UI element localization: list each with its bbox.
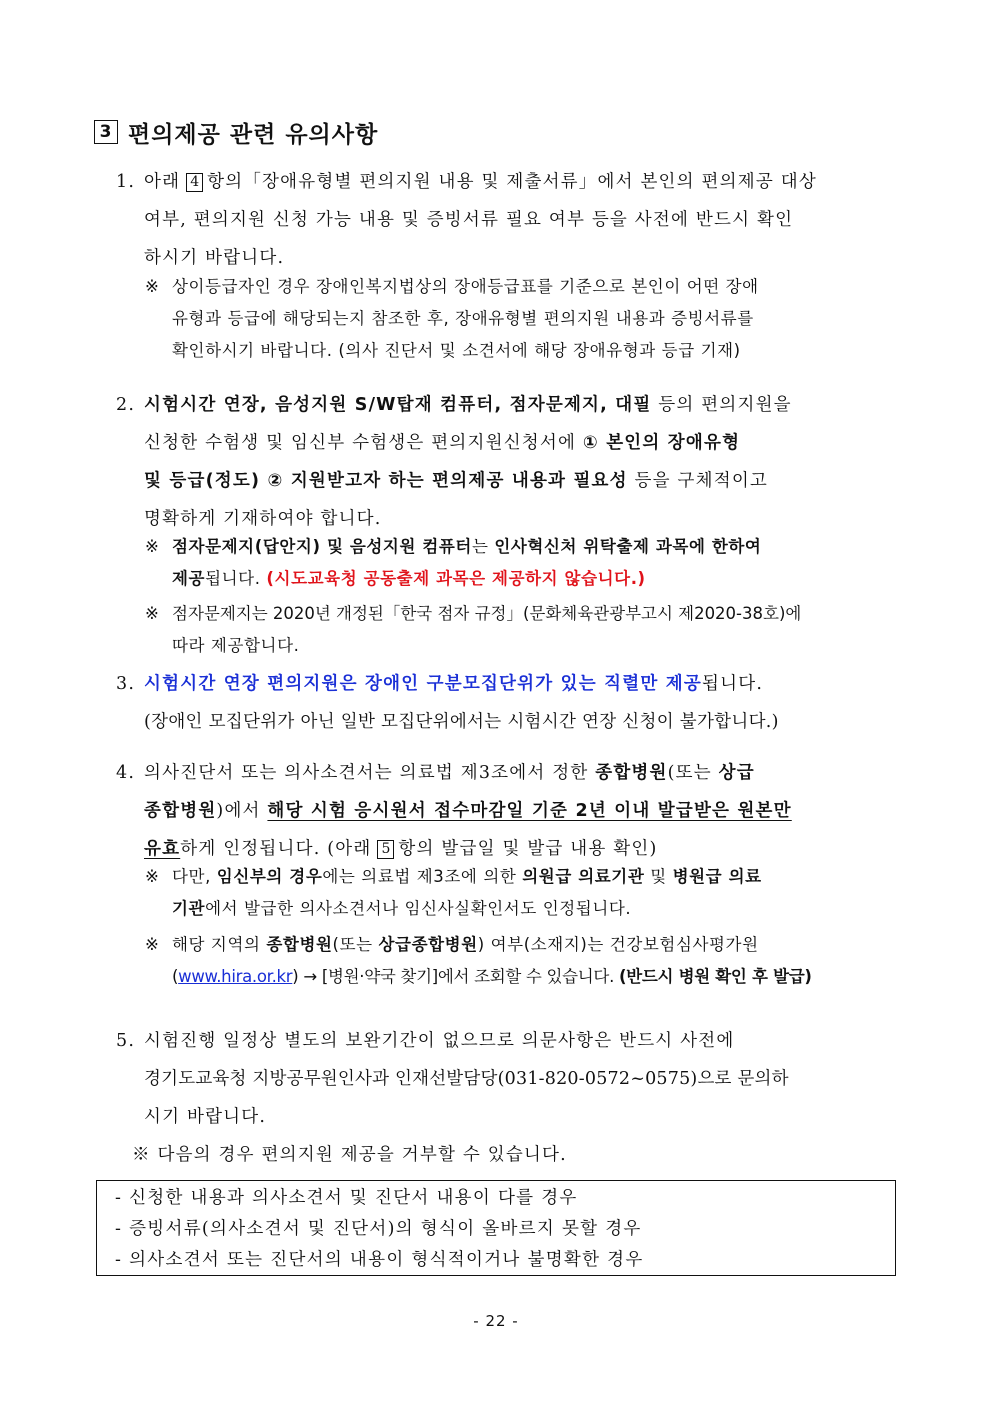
item-4-bold-b: 상급 [718, 763, 755, 783]
item-1-line-1 [144, 163, 906, 201]
item-4-note-1-line-1 [172, 861, 905, 893]
item-3 [116, 665, 906, 741]
note-text: 해당 지역의 [172, 935, 267, 954]
note-mark: ※ [145, 277, 160, 296]
item-2-note-2 [145, 598, 905, 662]
item-4-text-a: 의사진단서 또는 의사소견서는 의료법 제3조에서 정한 [144, 763, 596, 783]
item-2-note-1-line-2 [172, 563, 905, 595]
item-2-note-1 [145, 531, 905, 595]
note-mark: ※ [145, 604, 160, 623]
note-bold: (반드시 병원 확인 후 발급) [618, 967, 812, 986]
note-text: 에는 의료법 제3조에 의한 [322, 867, 523, 886]
item-4-text-b: (또는 [667, 763, 719, 783]
item-4-text-e: 항의 발급일 및 발급 내용 확인) [398, 839, 658, 859]
ref-box-5: 5 [377, 840, 394, 859]
note-mark: ※ [145, 537, 160, 556]
item-1-text-b: 항의「장애유형별 편의지원 내용 및 제출서류」에서 본인의 편의제공 대상 [207, 172, 817, 192]
note-text: 는 [471, 537, 495, 556]
item-1-note [145, 271, 905, 367]
note-text: 됩니다. [205, 569, 267, 588]
provide-bold: 제공 [172, 569, 206, 588]
mpm-bold: 인사혁신처 위탁출제 과목에 한하여 [494, 537, 762, 556]
note-bold: 기관 [172, 899, 206, 918]
item-4-line-1 [144, 754, 906, 792]
item-2-bold-c: 및 등급(정도) ② 지원받고자 하는 편의제공 내용과 필요성 [144, 471, 628, 491]
note-mark: ※ [145, 935, 160, 954]
braille-bold: 점자문제지(답안지) 및 음성지원 컴퓨터 [172, 537, 472, 556]
note-mark: ※ [145, 867, 160, 886]
item-4-note-1 [145, 861, 905, 925]
item-2-marker: 2. [116, 395, 136, 415]
item-1-line-2: 여부, 편의지원 신청 가능 내용 및 증빙서류 필요 여부 등을 사전에 반드시 확인 [144, 210, 794, 230]
red-warning: (시도교육청 공동출제 과목은 제공하지 않습니다.) [266, 569, 646, 588]
item-4-note-1-line-2 [172, 893, 905, 925]
note-bold: 의원급 의료기관 [522, 867, 645, 886]
item-2-bold-a: 시험시간 연장, 음성지원 S/W탑재 컴퓨터, 점자문제지, 대필 [144, 395, 652, 415]
item-1-text-a: 아래 [144, 172, 181, 192]
item-2-note-1-line-1 [172, 531, 905, 563]
note-bold: 종합병원 [266, 935, 333, 954]
item-4-bold-a: 종합병원 [595, 763, 668, 783]
note-text: 다만, [172, 867, 217, 886]
note-bold: 임신부의 경우 [216, 867, 323, 886]
note-text: ( [172, 967, 179, 986]
item-3-text: 됩니다. [702, 674, 764, 694]
item-4-note-2-line-2 [172, 961, 905, 993]
note-text: 및 [644, 867, 673, 886]
item-4-text-d: 하게 인정됩니다. (아래 [180, 839, 372, 859]
section-number-box: 3 [94, 120, 118, 144]
note-text: ) → [병원·약국 찾기]에서 조회할 수 있습니다. [292, 967, 619, 986]
item-1 [116, 163, 906, 277]
item-5-marker: 5. [116, 1031, 136, 1051]
item-4-text-c: )에서 [216, 801, 268, 821]
item-2-note-2-line-1: 점자문제지는 2020년 개정된「한국 점자 규정」(문화체육관광부고시 제2020-38호)에 [172, 604, 802, 623]
item-3-blue-text: 시험시간 연장 편의지원은 장애인 구분모집단위가 있는 직렬만 제공 [144, 674, 702, 694]
note-bold: 병원급 의료 [672, 867, 762, 886]
item-4-line-2 [144, 792, 906, 830]
item-2-line-3 [144, 462, 906, 500]
item-3-marker: 3. [116, 674, 136, 694]
item-5-line-1: 시험진행 일정상 별도의 보완기간이 없으므로 의문사항은 반드시 사전에 [144, 1031, 735, 1051]
item-4-note-2 [145, 929, 905, 993]
ref-box-4: 4 [186, 173, 203, 192]
note-bold: 상급종합병원 [378, 935, 478, 954]
item-2-line-2 [144, 424, 906, 462]
refusal-item: - 신청한 내용과 의사소견서 및 진단서 내용이 다를 경우 [115, 1188, 578, 1208]
refusal-box [96, 1180, 896, 1276]
item-4 [116, 754, 906, 868]
item-2-line-1 [144, 386, 906, 424]
hira-link[interactable]: www.hira.or.kr [178, 967, 293, 986]
item-4-bold-c: 종합병원 [144, 801, 217, 821]
item-4-underlined-b: 유효 [144, 839, 181, 859]
item-2-note-2-line-2: 따라 제공합니다. [172, 636, 300, 655]
item-2-text-a: 등의 편의지원을 [651, 395, 792, 415]
item-4-underlined-a: 해당 시험 응시원서 접수마감일 기준 2년 이내 발급받은 원본만 [267, 801, 792, 821]
item-2-bold-b: ① 본인의 장애유형 [582, 433, 741, 453]
item-2-text-c: 등을 구체적이고 [627, 471, 769, 491]
section-heading [94, 116, 378, 148]
refusal-note [132, 1136, 892, 1174]
item-2 [116, 386, 906, 538]
item-1-line-3: 하시기 바랍니다. [144, 248, 285, 268]
item-3-line-2: (장애인 모집단위가 아닌 일반 모집단위에서는 시험시간 연장 신청이 불가합니다.) [144, 712, 779, 732]
item-1-marker: 1. [116, 172, 136, 192]
note-text: (또는 [332, 935, 379, 954]
item-2-line-4: 명확하게 기재하여야 합니다. [144, 509, 382, 529]
note-text: 에서 발급한 의사소견서나 임신사실확인서도 인정됩니다. [205, 899, 632, 918]
item-1-note-line-1: 상이등급자인 경우 장애인복지법상의 장애등급표를 기준으로 본인이 어떤 장애 [172, 277, 759, 296]
item-2-text-b: 신청한 수험생 및 임신부 수험생은 편의지원신청서에 [144, 433, 583, 453]
item-1-note-line-2: 유형과 등급에 해당되는지 참조한 후, 장애유형별 편의지원 내용과 증빙서류를 [172, 309, 754, 328]
item-3-line-1 [144, 665, 906, 703]
item-5-line-2: 경기도교육청 지방공무원인사과 인재선발담당(031-820-0572~0575)으로 문의하 [144, 1069, 789, 1089]
note-text: ) 여부(소재지)는 건강보험심사평가원 [477, 935, 759, 954]
refusal-item: - 증빙서류(의사소견서 및 진단서)의 형식이 올바르지 못할 경우 [115, 1219, 642, 1239]
item-5 [116, 1022, 906, 1136]
page-number: - 22 - [473, 1312, 519, 1330]
refusal-item: - 의사소견서 또는 진단서의 내용이 형식적이거나 불명확한 경우 [115, 1250, 644, 1270]
refusal-note-text: ※ 다음의 경우 편의지원 제공을 거부할 수 있습니다. [132, 1145, 567, 1165]
item-5-line-3: 시기 바랍니다. [144, 1107, 267, 1127]
item-1-note-line-3: 확인하시기 바랍니다. (의사 진단서 및 소견서에 해당 장애유형과 등급 기재) [172, 341, 741, 360]
section-title: 편의제공 관련 유의사항 [128, 121, 379, 148]
item-4-note-2-line-1 [172, 929, 905, 961]
item-4-marker: 4. [116, 763, 136, 783]
